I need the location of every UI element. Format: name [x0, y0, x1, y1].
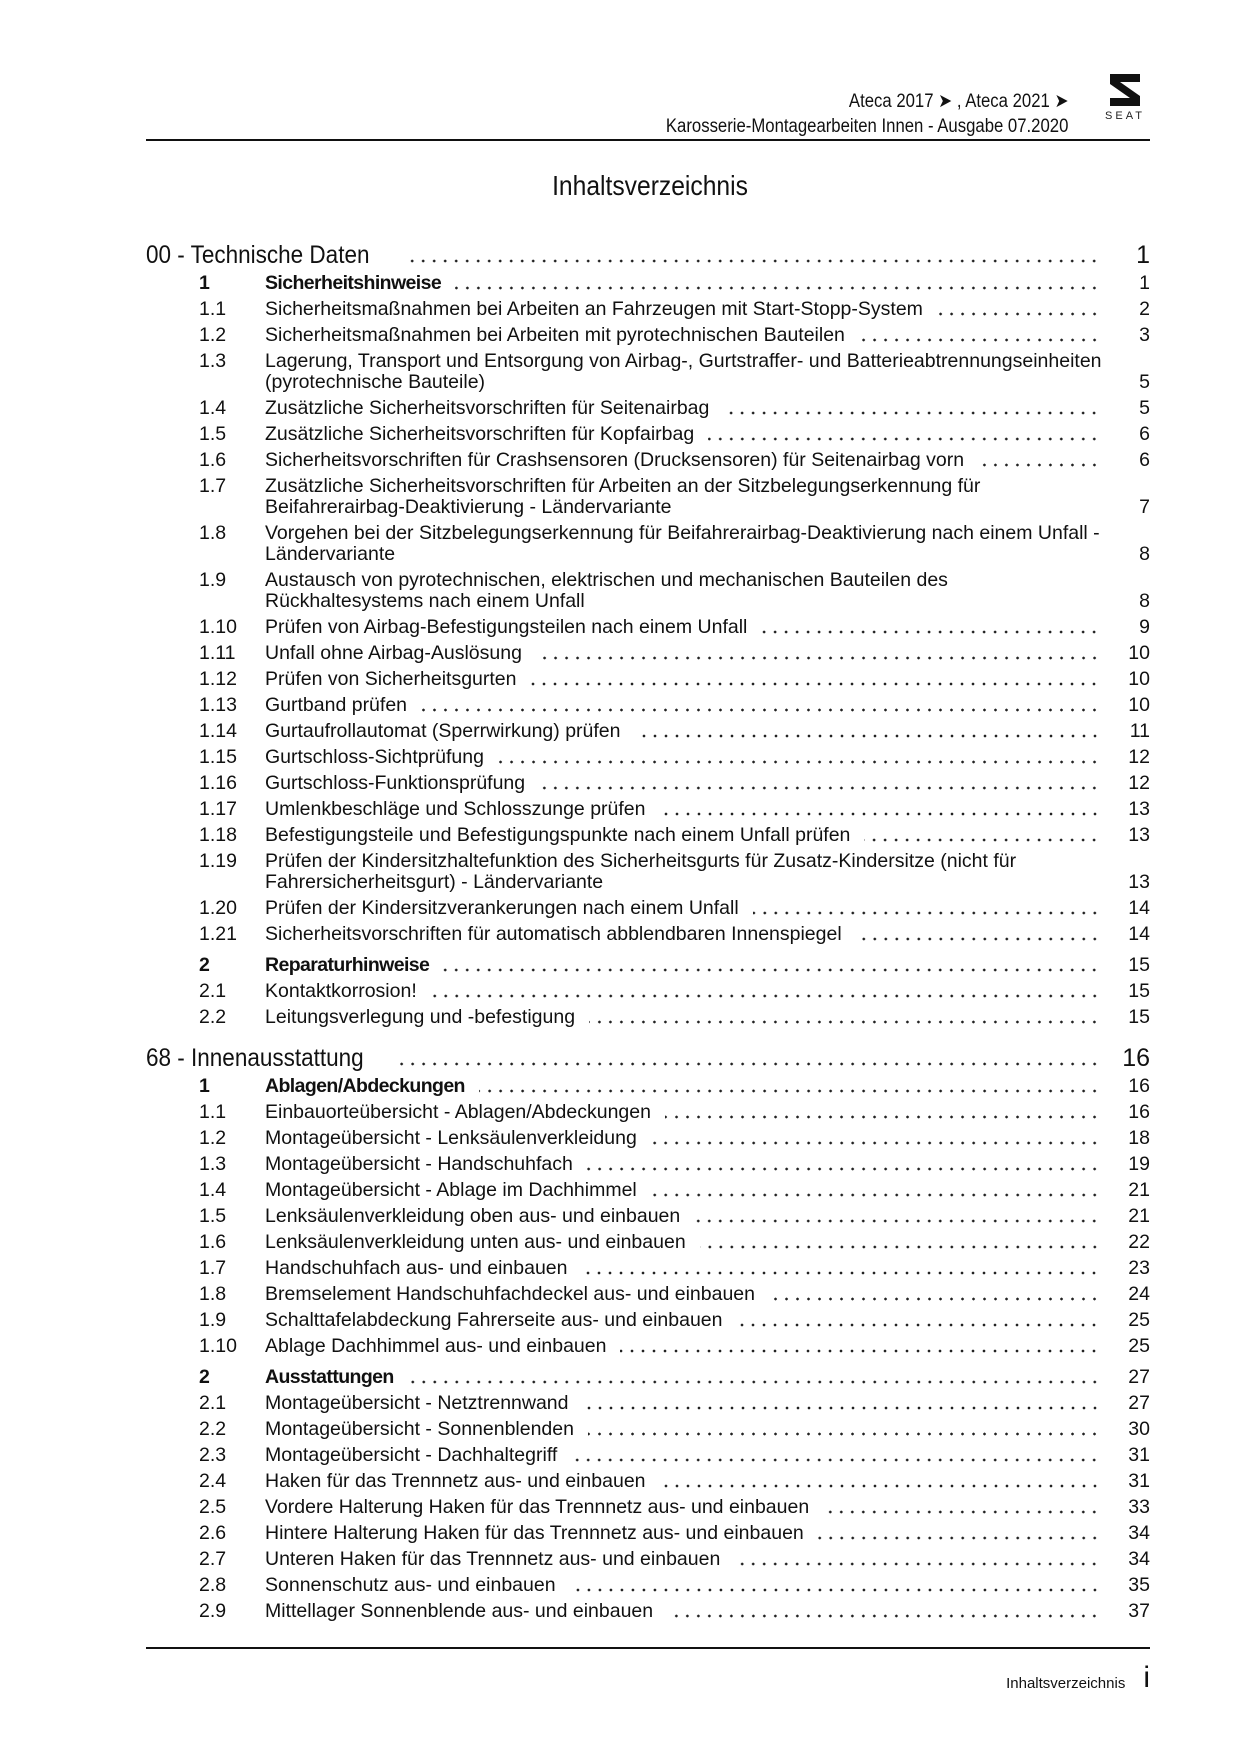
entry-page: 18 [1128, 1126, 1150, 1149]
entry-number: 1.2 [199, 1126, 227, 1149]
toc-item[interactable] [146, 1494, 1150, 1520]
entry-title-wrap [265, 773, 1100, 794]
entry-page: 35 [1128, 1573, 1150, 1596]
entry-title-wrap [265, 898, 1100, 919]
dot-leader [660, 1484, 1100, 1488]
entry-title-wrap [265, 1523, 1100, 1544]
entry-title: Montageübersicht - Handschuhfach [265, 1152, 573, 1175]
toc-item[interactable] [146, 520, 1150, 567]
entry-page: 3 [1139, 323, 1150, 346]
toc-item[interactable] [146, 1203, 1150, 1229]
entry-number: 1.14 [199, 719, 237, 742]
entry-number: 1.11 [199, 641, 236, 664]
entry-title: Kontaktkorrosion! [265, 979, 417, 1002]
toc-item[interactable] [146, 447, 1150, 473]
toc-item[interactable] [146, 1177, 1150, 1203]
brand-name: SEAT [1105, 110, 1145, 122]
entry-page: 27 [1128, 1365, 1150, 1388]
toc-item[interactable] [146, 895, 1150, 921]
toc-item[interactable] [146, 614, 1150, 640]
dot-leader [734, 1562, 1100, 1566]
entry-page: 6 [1139, 448, 1150, 471]
dot-leader [651, 1193, 1100, 1197]
entry-page: 22 [1128, 1230, 1150, 1253]
entry-page: 33 [1128, 1495, 1150, 1518]
toc-item[interactable] [146, 744, 1150, 770]
dot-leader [583, 1406, 1101, 1410]
entry-page: 15 [1128, 1005, 1150, 1028]
entry-title-wrap [265, 669, 1100, 690]
entry-title: Sicherheitsvorschriften für Crashsensoren (Drucksensoren) für Seitenairbag vorn [265, 448, 965, 471]
entry-page: 9 [1139, 615, 1150, 638]
toc-item[interactable] [146, 718, 1150, 744]
entry-number: 1.17 [199, 797, 237, 820]
entry-number: 1.16 [199, 771, 237, 794]
entry-title-wrap [265, 1310, 1100, 1331]
entry-title: Bremselement Handschuhfachdeckel aus- und einbauen [265, 1282, 755, 1305]
toc-item[interactable] [146, 421, 1150, 447]
entry-title: Gurtschloss-Funktionsprüfung [265, 771, 526, 794]
entry-title-wrap [265, 1284, 1100, 1305]
footer-page-number: i [1143, 1661, 1150, 1694]
dot-leader [421, 708, 1100, 712]
dot-leader [665, 1115, 1100, 1119]
entry-number: 1.7 [199, 474, 227, 497]
toc-section-heading[interactable] [146, 1043, 1150, 1073]
entry-number: 1.2 [199, 323, 227, 346]
toc-item[interactable] [146, 1281, 1150, 1307]
entry-title: Prüfen von Airbag-Befestigungsteilen nach einem Unfall [265, 615, 748, 638]
toc-item[interactable] [146, 1468, 1150, 1494]
dot-leader [571, 1458, 1100, 1462]
entry-number: 2.4 [199, 1469, 227, 1492]
entry-title-wrap [265, 799, 1100, 820]
entry-title-wrap [265, 1128, 1100, 1149]
dot-leader [818, 1536, 1100, 1540]
entry-number: 2.2 [199, 1005, 227, 1028]
dot-leader [753, 911, 1100, 915]
entry-title: Leitungsverlegung und -befestigung [265, 1005, 576, 1028]
dot-leader [736, 1323, 1100, 1327]
toc-item[interactable] [146, 1099, 1150, 1125]
entry-title-wrap [265, 1206, 1100, 1227]
entry-number: 1.6 [199, 1230, 227, 1253]
dot-leader [660, 812, 1101, 816]
entry-title: Einbauorteübersicht - Ablagen/Abdeckungen [265, 1100, 651, 1123]
entry-title: Zusätzliche Sicherheitsvorschriften für Arbeiten an der Sitzbelegungserkennung für Beifahrerairbag-Deaktivierung - Ländervariante [265, 474, 981, 518]
entry-title-wrap [265, 924, 1100, 945]
entry-title: Ablage Dachhimmel aus- und einbauen [265, 1334, 607, 1357]
toc-chapter[interactable] [146, 270, 1150, 296]
entry-title: Handschuhfach aus- und einbauen [265, 1256, 568, 1279]
entry-title-wrap [265, 955, 1100, 976]
spacer [146, 1030, 1150, 1043]
entry-number: 2.1 [199, 1391, 227, 1414]
page-title: Inhaltsverzeichnis [552, 170, 748, 201]
toc-item[interactable] [146, 796, 1150, 822]
entry-number: 1.6 [199, 448, 227, 471]
toc-item[interactable] [146, 921, 1150, 947]
entry-title-wrap [265, 1367, 1100, 1388]
entry-number: 1.7 [199, 1256, 227, 1279]
dot-leader [443, 968, 1100, 972]
entry-title-wrap [265, 1393, 1100, 1414]
dot-leader [620, 1349, 1100, 1353]
entry-title-wrap [265, 523, 1100, 565]
entry-title: Ausstattungen [265, 1365, 394, 1388]
entry-page: 30 [1128, 1417, 1150, 1440]
entry-number: 1.10 [199, 615, 237, 638]
entry-number: 1 [199, 1074, 210, 1097]
entry-page: 13 [1128, 797, 1150, 820]
entry-title-wrap [265, 1180, 1100, 1201]
seat-logo [1100, 72, 1150, 122]
entry-number: 1.1 [199, 1100, 227, 1123]
toc-item[interactable] [146, 1390, 1150, 1416]
entry-title: Gurtaufrollautomat (Sperrwirkung) prüfen [265, 719, 621, 742]
entry-page: 27 [1128, 1391, 1150, 1414]
entry-page: 34 [1128, 1547, 1150, 1570]
entry-number: 1.12 [199, 667, 237, 690]
entry-title: Unteren Haken für das Trennnetz aus- und einbauen [265, 1547, 721, 1570]
entry-page: 13 [1128, 870, 1150, 893]
section-title: 68 - Innenausstattung [146, 1044, 364, 1072]
toc-item[interactable] [146, 1151, 1150, 1177]
entry-number: 2.3 [199, 1443, 227, 1466]
entry-title: Gurtband prüfen [265, 693, 408, 716]
dot-leader [530, 682, 1100, 686]
entry-title-wrap [265, 747, 1100, 768]
toc-item[interactable] [146, 978, 1150, 1004]
entry-page: 10 [1128, 667, 1150, 690]
dot-leader [581, 1271, 1100, 1275]
toc-item[interactable] [146, 1333, 1150, 1359]
dot-leader [479, 1089, 1100, 1093]
entry-title: Lenksäulenverkleidung unten aus- und einbauen [265, 1230, 686, 1253]
entry-title: Sicherheitsmaßnahmen bei Arbeiten an Fahrzeugen mit Start-Stopp-System [265, 297, 923, 320]
entry-title: Lagerung, Transport und Entsorgung von Airbag-, Gurtstraffer- und Batterieabtrennungseinheiten (pyrotechnische Bauteile) [265, 349, 1102, 393]
entry-title-wrap [265, 351, 1100, 393]
entry-page: 25 [1128, 1308, 1150, 1331]
entry-number: 1.18 [199, 823, 237, 846]
seat-logo-icon [1108, 72, 1142, 108]
toc-item[interactable] [146, 1229, 1150, 1255]
toc-item[interactable] [146, 395, 1150, 421]
entry-title-wrap [265, 1601, 1100, 1622]
entry-title-wrap [265, 1336, 1100, 1357]
entry-title: Prüfen von Sicherheitsgurten [265, 667, 517, 690]
entry-title: Montageübersicht - Lenksäulenverkleidung [265, 1126, 637, 1149]
entry-number: 1.8 [199, 1282, 227, 1305]
entry-title: Montageübersicht - Netztrennwand [265, 1391, 569, 1414]
entry-page: 5 [1139, 370, 1150, 393]
entry-title-wrap [265, 325, 1100, 346]
toc-chapter[interactable] [146, 1073, 1150, 1099]
entry-number: 1.5 [199, 422, 227, 445]
entry-page: 19 [1128, 1152, 1150, 1175]
dot-leader [635, 734, 1101, 738]
dot-leader [404, 259, 1100, 263]
entry-title: Mittellager Sonnenblende aus- und einbauen [265, 1599, 654, 1622]
entry-title: Prüfen der Kindersitzverankerungen nach einem Unfall [265, 896, 739, 919]
section-page: 1 [1136, 241, 1150, 269]
entry-number: 1.8 [199, 521, 227, 544]
footer-label: Inhaltsverzeichnis [1006, 1675, 1126, 1692]
entry-page: 8 [1139, 589, 1150, 612]
entry-number: 1.19 [199, 849, 237, 872]
toc-item[interactable] [146, 666, 1150, 692]
toc-item[interactable] [146, 1442, 1150, 1468]
entry-title: Austausch von pyrotechnischen, elektrischen und mechanischen Bauteilen des Rückhaltesystems nach einem Unfall [265, 568, 948, 612]
entry-number: 1.3 [199, 349, 227, 372]
entry-title-wrap [265, 1154, 1100, 1175]
header-rule [146, 139, 1150, 141]
section-page: 16 [1122, 1044, 1150, 1072]
entry-number: 2.9 [199, 1599, 227, 1622]
entry-page: 21 [1128, 1204, 1150, 1227]
entry-number: 1.21 [199, 922, 237, 945]
entry-title: Montageübersicht - Sonnenblenden [265, 1417, 574, 1440]
entry-title-wrap [265, 398, 1100, 419]
dot-leader [769, 1297, 1100, 1301]
entry-number: 1.3 [199, 1152, 227, 1175]
dot-leader [694, 1219, 1100, 1223]
entry-title: Haken für das Trennnetz aus- und einbauen [265, 1469, 646, 1492]
entry-page: 12 [1128, 771, 1150, 794]
entry-title-wrap [265, 643, 1100, 664]
dot-leader [700, 1245, 1100, 1249]
toc-item[interactable] [146, 1598, 1150, 1624]
entry-title: Prüfen der Kindersitzhaltefunktion des Sicherheitsgurts für Zusatz-Kindersitze (nicht für Fahrersicherheitsgurt) - Ländervariante [265, 849, 1017, 893]
toc-item[interactable] [146, 296, 1150, 322]
dot-leader [431, 994, 1100, 998]
entry-page: 10 [1128, 641, 1150, 664]
entry-title-wrap [265, 299, 1100, 320]
toc-item[interactable] [146, 473, 1150, 520]
entry-number: 1.1 [199, 297, 227, 320]
entry-title: Umlenkbeschläge und Schlosszunge prüfen [265, 797, 646, 820]
entry-number: 2 [199, 953, 210, 976]
entry-number: 2.2 [199, 1417, 227, 1440]
dot-leader [978, 463, 1100, 467]
entry-page: 23 [1128, 1256, 1150, 1279]
dot-leader [723, 411, 1100, 415]
dot-leader [498, 760, 1100, 764]
entry-number: 1.10 [199, 1334, 237, 1357]
toc-item[interactable] [146, 1546, 1150, 1572]
entry-title: Sicherheitsvorschriften für automatisch abblendbaren Innenspiegel [265, 922, 842, 945]
entry-page: 31 [1128, 1443, 1150, 1466]
entry-title-wrap [265, 1575, 1100, 1596]
entry-title: Unfall ohne Airbag-Auslösung [265, 641, 522, 664]
entry-title-wrap [265, 273, 1100, 294]
entry-title-wrap [265, 1232, 1100, 1253]
entry-title-wrap [265, 1445, 1100, 1466]
entry-title-wrap [265, 695, 1100, 716]
entry-title: Reparaturhinweise [265, 953, 430, 976]
entry-title-wrap [265, 825, 1100, 846]
entry-number: 1.9 [199, 568, 227, 591]
toc-item[interactable] [146, 1416, 1150, 1442]
dot-leader [856, 937, 1100, 941]
entry-title: Montageübersicht - Ablage im Dachhimmel [265, 1178, 637, 1201]
dot-leader [587, 1167, 1100, 1171]
dot-leader [708, 437, 1100, 441]
entry-page: 34 [1128, 1521, 1150, 1544]
entry-page: 5 [1139, 396, 1150, 419]
toc-chapter[interactable] [146, 952, 1150, 978]
toc-item[interactable] [146, 640, 1150, 666]
entry-page: 13 [1128, 823, 1150, 846]
entry-page: 14 [1128, 922, 1150, 945]
entry-number: 2 [199, 1365, 210, 1388]
entry-page: 10 [1128, 693, 1150, 716]
entry-page: 21 [1128, 1178, 1150, 1201]
entry-page: 8 [1139, 542, 1150, 565]
dot-leader [589, 1020, 1100, 1024]
entry-page: 15 [1128, 953, 1150, 976]
entry-title: Befestigungsteile und Befestigungspunkte nach einem Unfall prüfen [265, 823, 851, 846]
entry-number: 2.6 [199, 1521, 227, 1544]
entry-number: 1.4 [199, 396, 227, 419]
toc-item[interactable] [146, 348, 1150, 395]
entry-number: 1.9 [199, 1308, 227, 1331]
dot-leader [536, 656, 1100, 660]
entry-title-wrap [265, 424, 1100, 445]
toc-item[interactable] [146, 848, 1150, 895]
toc-item[interactable] [146, 1307, 1150, 1333]
toc-item[interactable] [146, 1255, 1150, 1281]
entry-title-wrap [265, 1258, 1100, 1279]
header-subtitle: Karosserie-Montagearbeiten Innen - Ausgabe 07.2020 [665, 116, 1068, 137]
entry-page: 2 [1139, 297, 1150, 320]
toc-item[interactable] [146, 322, 1150, 348]
toc-section-heading[interactable] [146, 240, 1150, 270]
dot-leader [864, 838, 1100, 842]
toc-item[interactable] [146, 770, 1150, 796]
entry-page: 12 [1128, 745, 1150, 768]
dot-leader [408, 1380, 1100, 1384]
toc-item[interactable] [146, 822, 1150, 848]
entry-title-wrap [265, 1471, 1100, 1492]
dot-leader [761, 630, 1100, 634]
toc-item[interactable] [146, 567, 1150, 614]
dot-leader [823, 1510, 1100, 1514]
dot-leader [398, 1062, 1100, 1066]
entry-number: 1.13 [199, 693, 237, 716]
entry-title-wrap [265, 570, 1100, 612]
toc-item[interactable] [146, 1572, 1150, 1598]
dot-leader [859, 338, 1100, 342]
entry-number: 2.5 [199, 1495, 227, 1518]
entry-number: 2.7 [199, 1547, 227, 1570]
entry-title: Lenksäulenverkleidung oben aus- und einbauen [265, 1204, 681, 1227]
entry-title: Sicherheitsmaßnahmen bei Arbeiten mit pyrotechnischen Bauteilen [265, 323, 845, 346]
toc-item[interactable] [146, 1125, 1150, 1151]
entry-title-wrap [265, 1419, 1100, 1440]
entry-title-wrap [265, 476, 1100, 518]
entry-number: 2.1 [199, 979, 227, 1002]
table-of-contents [146, 240, 1150, 1624]
dot-leader [667, 1614, 1100, 1618]
entry-title-wrap [265, 851, 1100, 893]
entry-title: Zusätzliche Sicherheitsvorschriften für Seitenairbag [265, 396, 710, 419]
dot-leader [651, 1141, 1100, 1145]
dot-leader [937, 312, 1100, 316]
entry-title: Vordere Halterung Haken für das Trennnetz aus- und einbauen [265, 1495, 810, 1518]
toc-item[interactable] [146, 1520, 1150, 1546]
entry-title: Gurtschloss-Sichtprüfung [265, 745, 484, 768]
entry-number: 1.4 [199, 1178, 227, 1201]
dot-leader [570, 1588, 1100, 1592]
dot-leader [588, 1432, 1100, 1436]
entry-page: 31 [1128, 1469, 1150, 1492]
entry-page: 16 [1128, 1100, 1150, 1123]
entry-title-wrap [265, 981, 1100, 1002]
footer-rule [146, 1647, 1150, 1649]
entry-number: 1 [199, 271, 210, 294]
section-title: 00 - Technische Daten [146, 241, 370, 269]
entry-title: Ablagen/Abdeckungen [265, 1074, 465, 1097]
entry-number: 1.5 [199, 1204, 227, 1227]
entry-page: 24 [1128, 1282, 1150, 1305]
entry-page: 15 [1128, 979, 1150, 1002]
entry-page: 14 [1128, 896, 1150, 919]
toc-item[interactable] [146, 692, 1150, 718]
entry-title-wrap [265, 450, 1100, 471]
entry-title: Sonnenschutz aus- und einbauen [265, 1573, 556, 1596]
entry-title-wrap [265, 617, 1100, 638]
entry-title-wrap [265, 1549, 1100, 1570]
entry-page: 7 [1139, 495, 1150, 518]
entry-title-wrap [265, 721, 1100, 742]
entry-page: 37 [1128, 1599, 1150, 1622]
dot-leader [455, 286, 1100, 290]
entry-title: Vorgehen bei der Sitzbelegungserkennung für Beifahrerairbag-Deaktivierung nach einem Unfall - Ländervariante [265, 521, 1100, 565]
dot-leader [539, 786, 1100, 790]
entry-number: 2.8 [199, 1573, 227, 1596]
entry-number: 1.15 [199, 745, 237, 768]
toc-item[interactable] [146, 1004, 1150, 1030]
entry-number: 1.20 [199, 896, 237, 919]
entry-title: Schalttafelabdeckung Fahrerseite aus- und einbauen [265, 1308, 723, 1331]
entry-title-wrap [265, 1102, 1100, 1123]
entry-title-wrap [265, 1007, 1100, 1028]
entry-page: 16 [1128, 1074, 1150, 1097]
entry-title-wrap [265, 1076, 1100, 1097]
entry-page: 11 [1129, 719, 1150, 742]
entry-title: Zusätzliche Sicherheitsvorschriften für Kopfairbag [265, 422, 695, 445]
header-models: Ateca 2017 ➤ , Ateca 2021 ➤ [848, 91, 1068, 112]
entry-page: 6 [1139, 422, 1150, 445]
toc-chapter[interactable] [146, 1364, 1150, 1390]
entry-page: 1 [1139, 271, 1150, 294]
footer [1006, 1661, 1150, 1694]
entry-page: 25 [1128, 1334, 1150, 1357]
entry-title: Sicherheitshinweise [265, 271, 442, 294]
entry-title-wrap [265, 1497, 1100, 1518]
entry-title: Hintere Halterung Haken für das Trennnetz aus- und einbauen [265, 1521, 804, 1544]
entry-title: Montageübersicht - Dachhaltegriff [265, 1443, 558, 1466]
